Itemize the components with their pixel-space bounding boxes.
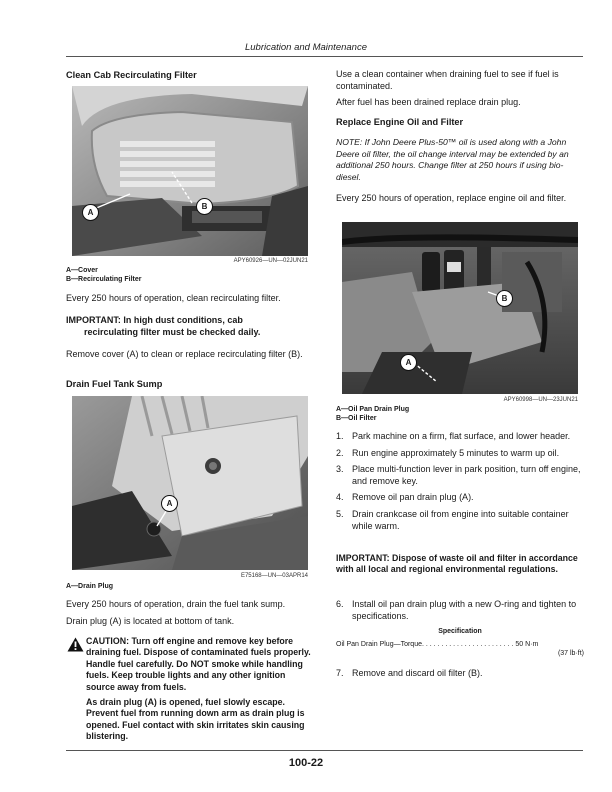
engine-oil-heading: Replace Engine Oil and Filter bbox=[336, 117, 464, 127]
callout-b: B bbox=[496, 290, 513, 307]
cab-filter-photo bbox=[72, 86, 308, 256]
caption-recirculating-filter: B—Recirculating Filter bbox=[66, 276, 142, 283]
engine-oil-interval: Every 250 hours of operation, replace engine oil and filter. bbox=[336, 193, 567, 203]
list-item: 1. Park machine on a firm, flat surface, and lower header. bbox=[336, 431, 571, 441]
torque-spec: Oil Pan Drain Plug—Torque. . . . . . . . . . . . . . . . . . . . . . . . 50 N·m bbox=[336, 641, 539, 648]
torque-spec-imperial: (37 lb·ft) bbox=[557, 650, 584, 657]
figure-id: APY60926—UN—02JUN21 bbox=[233, 258, 308, 264]
cab-filter-interval: Every 250 hours of operation, clean recirculating filter. bbox=[66, 293, 281, 303]
specification-title: Specification bbox=[438, 628, 482, 635]
list-item: 5. Drain crankcase oil from engine into suitable container while warm. bbox=[336, 508, 569, 531]
callout-b: B bbox=[196, 198, 213, 215]
figure-id: E75168—UN—03APR14 bbox=[240, 573, 308, 579]
list-item: 6. Install oil pan drain plug with a new O-ring and tighten to specifications. bbox=[336, 599, 577, 621]
cab-filter-heading: Clean Cab Recirculating Filter bbox=[66, 70, 197, 80]
header-rule bbox=[66, 56, 583, 57]
cab-filter-illustration bbox=[72, 86, 308, 256]
fuel-container-text: Use a clean container when draining fuel to see if fuel is contaminated. bbox=[336, 69, 559, 91]
caption-cover: A—Cover bbox=[66, 267, 98, 274]
fuel-tank-illustration bbox=[72, 396, 308, 570]
engine-photo bbox=[342, 222, 578, 394]
fuel-tank-heading: Drain Fuel Tank Sump bbox=[66, 379, 163, 389]
replace-drain-plug-text: After fuel has been drained replace drain plug. bbox=[336, 97, 521, 107]
footer-rule bbox=[66, 750, 583, 751]
list-item: 3. Place multi-function lever in park position, turn off engine, and remove key. bbox=[336, 464, 581, 486]
caption-oil-filter: B—Oil Filter bbox=[336, 415, 377, 422]
waste-oil-important: IMPORTANT: Dispose of waste oil and filter in accordance with all local and regional environmental regulations. bbox=[336, 553, 578, 575]
callout-a: A bbox=[400, 354, 417, 371]
engine-illustration bbox=[342, 222, 578, 394]
cab-filter-remove-text: Remove cover (A) to clean or replace recirculating filter (B). bbox=[66, 349, 303, 359]
callout-a: A bbox=[82, 204, 99, 221]
page-number: 100-22 bbox=[288, 757, 324, 769]
fuel-tank-interval: Every 250 hours of operation, drain the fuel tank sump. bbox=[66, 599, 286, 609]
caption-oil-pan-drain-plug: A—Oil Pan Drain Plug bbox=[336, 406, 410, 413]
caution-text: CAUTION: Turn off engine and remove key before draining fuel. Dispose of contaminated fuels properly. Handle fuel carefully. Do NOT smoke while handling fuels. Keep trouble lights and any other ignition source away from fuels. bbox=[86, 636, 311, 692]
caption-drain-plug: A—Drain Plug bbox=[66, 583, 114, 590]
list-item: 7. Remove and discard oil filter (B). bbox=[336, 668, 483, 678]
callout-a: A bbox=[161, 495, 178, 512]
list-item: 2. Run engine approximately 5 minutes to warm up oil. bbox=[336, 447, 560, 458]
cab-filter-important-2: recirculating filter must be checked daily. bbox=[84, 327, 261, 337]
running-header: Lubrication and Maintenance bbox=[244, 42, 367, 53]
plus-50-note: NOTE: If John Deere Plus-50™ oil is used along with a John Deere oil filter, the oil change interval may be extended by an additional 250 hours. Change filter at 250 hours if using bio-diesel. bbox=[336, 137, 569, 182]
figure-id: APY60998—UN—23JUN21 bbox=[503, 397, 578, 403]
procedure-step-7 bbox=[336, 668, 584, 680]
warning-icon bbox=[67, 637, 84, 652]
caution-text-2: As drain plug (A) is opened, fuel slowly escape. Prevent fuel from running down arm as drain plug is opened. Fuel contact with skin irritates skin causing blistering. bbox=[86, 697, 305, 742]
list-item: 4. Remove oil pan drain plug (A). bbox=[336, 492, 474, 503]
procedure-steps bbox=[336, 431, 584, 537]
procedure-step-6 bbox=[336, 599, 584, 622]
fuel-tank-location: Drain plug (A) is located at bottom of tank. bbox=[66, 616, 235, 626]
cab-filter-important-1: IMPORTANT: In high dust conditions, cab bbox=[66, 315, 243, 325]
fuel-tank-photo bbox=[72, 396, 308, 570]
